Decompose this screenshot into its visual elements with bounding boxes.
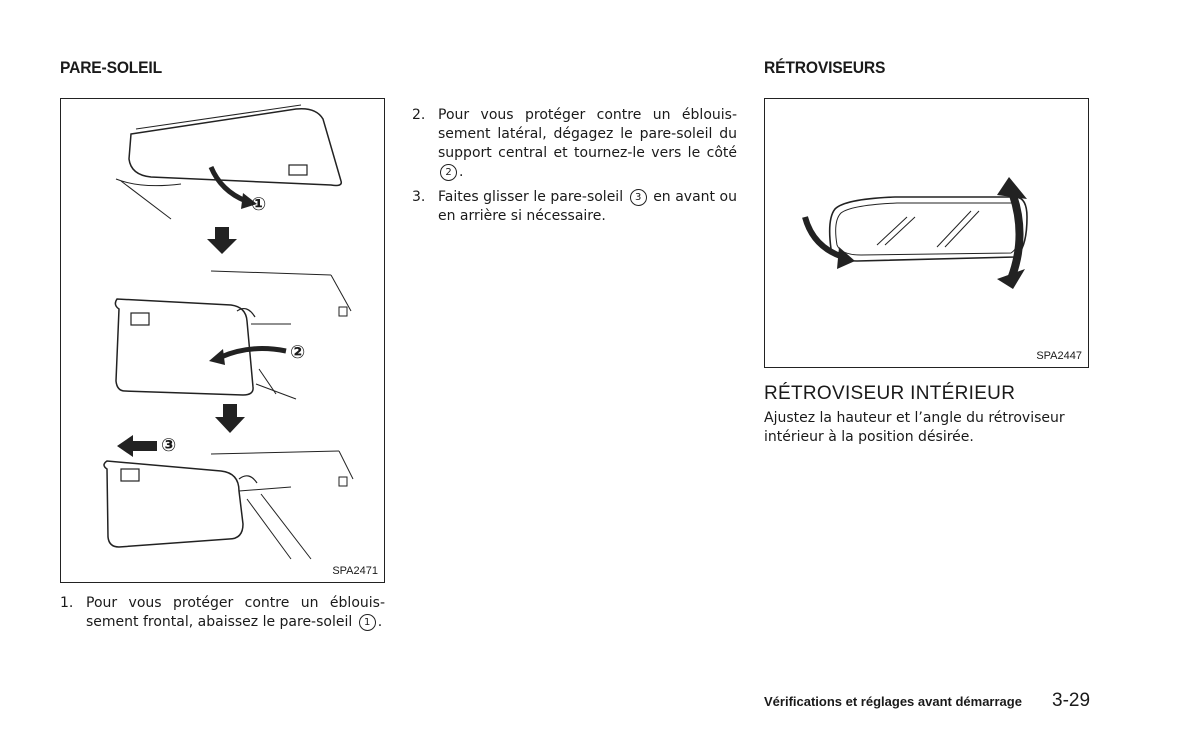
step-1-text: Pour vous protéger contre un éblouis-sement frontal, abaissez le pare-soleil xyxy=(86,595,385,630)
section-heading-retroviseurs: RÉTROVISEURS xyxy=(764,58,886,77)
step-2-end: . xyxy=(459,164,464,180)
callout-1: ① xyxy=(251,194,267,215)
step-3-end: en avant ou en arrière si nécessaire. xyxy=(438,189,737,224)
sun-visor-figure xyxy=(60,98,385,583)
step-1 xyxy=(60,594,385,632)
step-2-text: Pour vous protéger contre un éblouis-sement latéral, dégagez le pare-soleil du support central et tournez-le vers le côté xyxy=(438,107,737,161)
page-number: 3-29 xyxy=(1052,690,1091,711)
rearview-mirror-figure xyxy=(764,98,1089,368)
subheading-retroviseur-interieur: RÉTROVISEUR INTÉRIEUR xyxy=(764,383,1016,404)
step-3-text: Faites glisser le pare-soleil xyxy=(438,189,624,205)
step-2-number: 2. xyxy=(412,107,426,123)
rearview-mirror-illustration xyxy=(765,99,1087,366)
step-2 xyxy=(412,106,737,182)
step-3-number: 3. xyxy=(412,189,426,205)
circled-number-1: 1 xyxy=(359,614,376,631)
figure-code: SPA2447 xyxy=(1036,350,1082,362)
figure-code: SPA2471 xyxy=(332,565,378,577)
circled-number-2: 2 xyxy=(440,164,457,181)
mirror-paragraph: Ajustez la hauteur et l’angle du rétroviseur intérieur à la position désirée. xyxy=(764,410,1065,445)
step-3 xyxy=(412,188,737,226)
footer-chapter: Vérifications et réglages avant démarrage xyxy=(764,694,1022,709)
circled-number-3: 3 xyxy=(630,189,647,206)
section-heading-pare-soleil: PARE-SOLEIL xyxy=(60,58,162,77)
callout-2: ② xyxy=(290,342,306,363)
step-1-end: . xyxy=(377,614,383,630)
callout-3: ③ xyxy=(161,435,177,456)
sun-visor-illustration xyxy=(61,99,383,581)
step-1-number: 1. xyxy=(60,595,74,611)
